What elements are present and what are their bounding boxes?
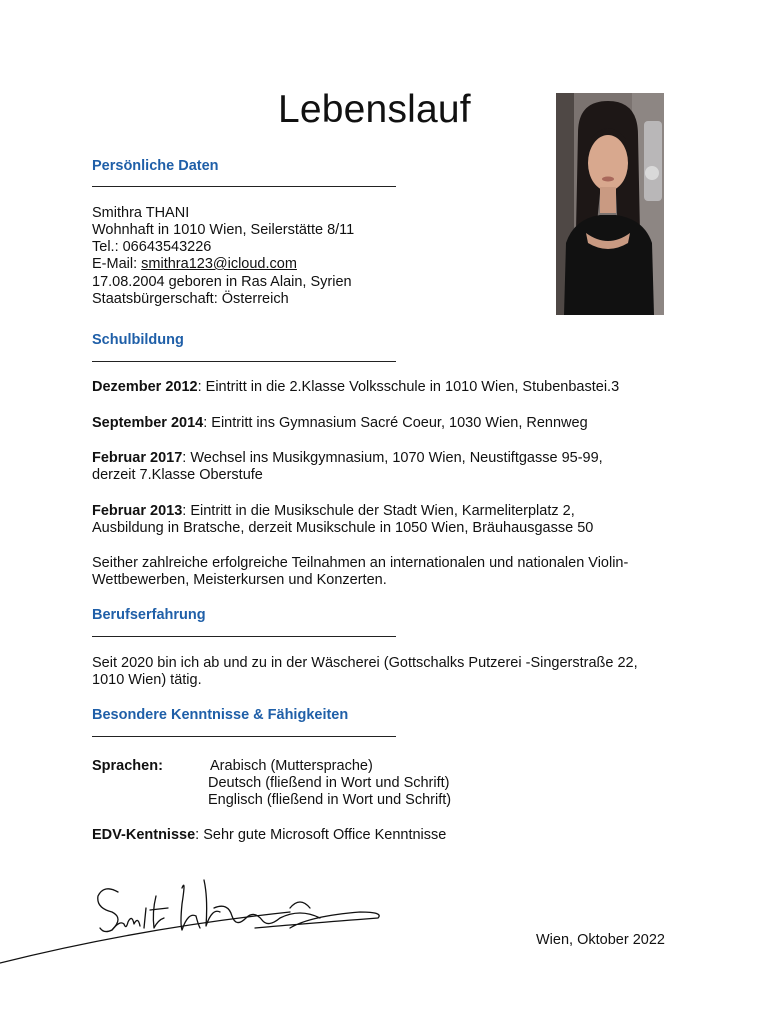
school-date: September 2014 (92, 415, 204, 431)
section-divider (92, 736, 396, 737)
language-item: Deutsch (fließend in Wort und Schrift) (208, 775, 450, 791)
school-entry (92, 450, 603, 468)
school-entry (92, 415, 588, 433)
profile-photo (556, 93, 664, 315)
personal-name: Smithra THANI (92, 205, 190, 221)
school-entry (92, 379, 619, 397)
school-text: : Eintritt in die 2.Klasse Volksschule in 1010 Wien, Stubenbastei.3 (197, 379, 620, 395)
email-label: E-Mail: (92, 256, 142, 272)
language-item: Englisch (fließend in Wort und Schrift) (208, 792, 452, 808)
language-item: Arabisch (Muttersprache) (210, 758, 373, 774)
languages-label: Sprachen: (92, 758, 163, 774)
school-entry (92, 503, 575, 521)
school-extra: Seither zahlreiche erfolgreiche Teilnahmen an internationalen und nationalen Violin- (92, 555, 629, 571)
personal-phone: Tel.: 06643543226 (92, 239, 212, 255)
section-heading-skills: Besondere Kenntnisse & Fähigkeiten (92, 707, 349, 723)
personal-email-line (92, 256, 297, 274)
section-divider (92, 361, 396, 362)
work-text: Seit 2020 bin ich ab und zu in der Wäscherei (Gottschalks Putzerei -Singerstraße 22, (92, 655, 638, 671)
section-heading-personal: Persönliche Daten (92, 158, 219, 174)
school-extra: Wettbewerben, Meisterkursen und Konzerten. (92, 572, 387, 588)
section-heading-work: Berufserfahrung (92, 607, 206, 623)
personal-birth: 17.08.2004 geboren in Ras Alain, Syrien (92, 274, 352, 290)
school-text-cont: derzeit 7.Klasse Oberstufe (92, 467, 263, 483)
section-divider (92, 636, 396, 637)
edv-label: EDV-Kentnisse (92, 827, 196, 843)
school-date: Dezember 2012 (92, 379, 198, 395)
edv-line (92, 827, 446, 845)
section-heading-school: Schulbildung (92, 332, 184, 348)
personal-citizenship: Staatsbürgerschaft: Österreich (92, 291, 289, 307)
profile-photo-image (556, 93, 664, 315)
school-text: : Eintritt ins Gymnasium Sacré Coeur, 1030 Wien, Rennweg (203, 415, 588, 431)
signature-image (0, 868, 420, 978)
work-text: 1010 Wien) tätig. (92, 672, 202, 688)
edv-text: : Sehr gute Microsoft Office Kenntnisse (195, 827, 447, 843)
page-title: Lebenslauf (278, 88, 471, 131)
section-divider (92, 186, 396, 187)
school-text: : Wechsel ins Musikgymnasium, 1070 Wien, Neustiftgasse 95-99, (182, 450, 603, 466)
school-text: : Eintritt in die Musikschule der Stadt Wien, Karmeliterplatz 2, (182, 503, 575, 519)
school-date: Februar 2013 (92, 503, 183, 519)
email-link[interactable]: smithra123@icloud.com (141, 256, 297, 272)
school-date: Februar 2017 (92, 450, 183, 466)
school-text-cont: Ausbildung in Bratsche, derzeit Musikschule in 1050 Wien, Bräuhausgasse 50 (92, 520, 594, 536)
personal-address: Wohnhaft in 1010 Wien, Seilerstätte 8/11 (92, 222, 355, 238)
place-date: Wien, Oktober 2022 (536, 932, 665, 948)
